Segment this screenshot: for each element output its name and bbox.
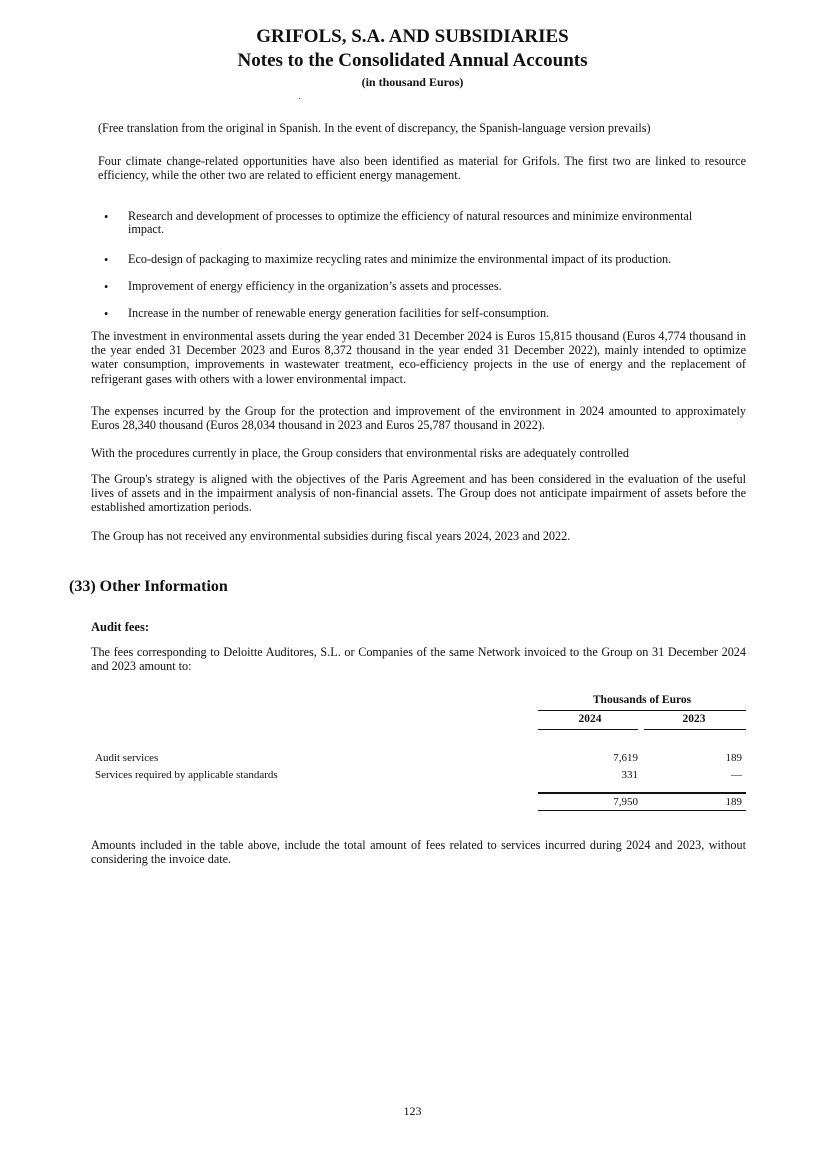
bullet-marker: • [104, 253, 109, 267]
header-rule [538, 710, 746, 711]
subsidies-paragraph: The Group has not received any environmental subsidies during fiscal years 2024, 2023 and 2022. [91, 529, 571, 543]
bullet-item: Increase in the number of renewable energy generation facilities for self-consumption. [128, 306, 550, 320]
subsection-title: Audit fees: [91, 620, 149, 634]
table-group-header: Thousands of Euros [592, 694, 692, 706]
risk-paragraph: With the procedures currently in place, the Group considers that environmental risks are adequately controlled [91, 446, 629, 460]
column-header-2024: 2024 [578, 713, 602, 725]
row-value-2024: 7,619 [613, 752, 638, 764]
translation-note: (Free translation from the original in Spanish. In the event of discrepancy, the Spanish-language version prevails) [98, 121, 651, 135]
audit-fees-intro: The fees corresponding to Deloitte Auditores, S.L. or Companies of the same Network invoiced to the Group on 31 December 2024 and 2023 amount to: [91, 645, 746, 674]
bullet-marker: • [104, 280, 109, 294]
intro-paragraph: Four climate change-related opportunities have also been identified as material for Grifols. The first two are linked to resource efficiency, while the other two are related to efficient energy management. [98, 154, 746, 183]
bullet-marker: • [104, 210, 109, 224]
section-title: (33) Other Information [69, 578, 228, 595]
row-value-2024: 331 [621, 769, 638, 781]
column-rule-2023 [644, 729, 746, 730]
row-label: Services required by applicable standards [95, 769, 278, 781]
total-value-2024: 7,950 [613, 796, 638, 808]
total-value-2023: 189 [725, 796, 742, 808]
document-title: Notes to the Consolidated Annual Accounts [237, 50, 588, 71]
investment-paragraph: The investment in environmental assets during the year ended 31 December 2024 is Euros 15,815 thousand (Euros 4,774 thousand in the year ended 31 December 2023 and Euros 8,372 thousand in the year ended 31 December 2022), mainly intended to optimize water consumption, improvements in wastewater treatment, eco-efficiency projects in the use of energy and the replacement of refrigerant gases with others with a lower environmental impact. [91, 329, 746, 386]
row-value-2023: — [731, 769, 742, 781]
total-rule [538, 792, 746, 794]
company-name: GRIFOLS, S.A. AND SUBSIDIARIES [256, 26, 569, 47]
expenses-paragraph: The expenses incurred by the Group for the protection and improvement of the environment in 2024 amounted to approximately Euros 28,340 thousand (Euros 28,034 thousand in 2023 and Euros 25,787 thousand in 2022). [91, 404, 746, 433]
strategy-paragraph: The Group's strategy is aligned with the objectives of the Paris Agreement and has been considered in the evaluation of the useful lives of assets and in the impairment analysis of non-financial assets. The Group does not anticipate impairment of assets before the established amortization periods. [91, 472, 746, 515]
bullet-item: Research and development of processes to optimize the efficiency of natural resources and minimize environmental impact. [128, 209, 693, 236]
column-header-2023: 2023 [682, 713, 706, 725]
total-bottom-rule [538, 810, 746, 811]
row-value-2023: 189 [725, 752, 742, 764]
bullet-item: Eco-design of packaging to maximize recycling rates and minimize the environmental impact of its production. [128, 252, 672, 266]
bullet-marker: • [104, 307, 109, 321]
column-rule-2024 [538, 729, 638, 730]
row-label: Audit services [95, 752, 159, 764]
closing-paragraph: Amounts included in the table above, include the total amount of fees related to services incurred during 2024 and 2023, without considering the invoice date. [91, 838, 746, 867]
units-note: (in thousand Euros) [361, 75, 464, 89]
page-number: 123 [403, 1104, 422, 1118]
stray-dot [299, 98, 300, 99]
bullet-item: Improvement of energy efficiency in the organization’s assets and processes. [128, 279, 502, 293]
